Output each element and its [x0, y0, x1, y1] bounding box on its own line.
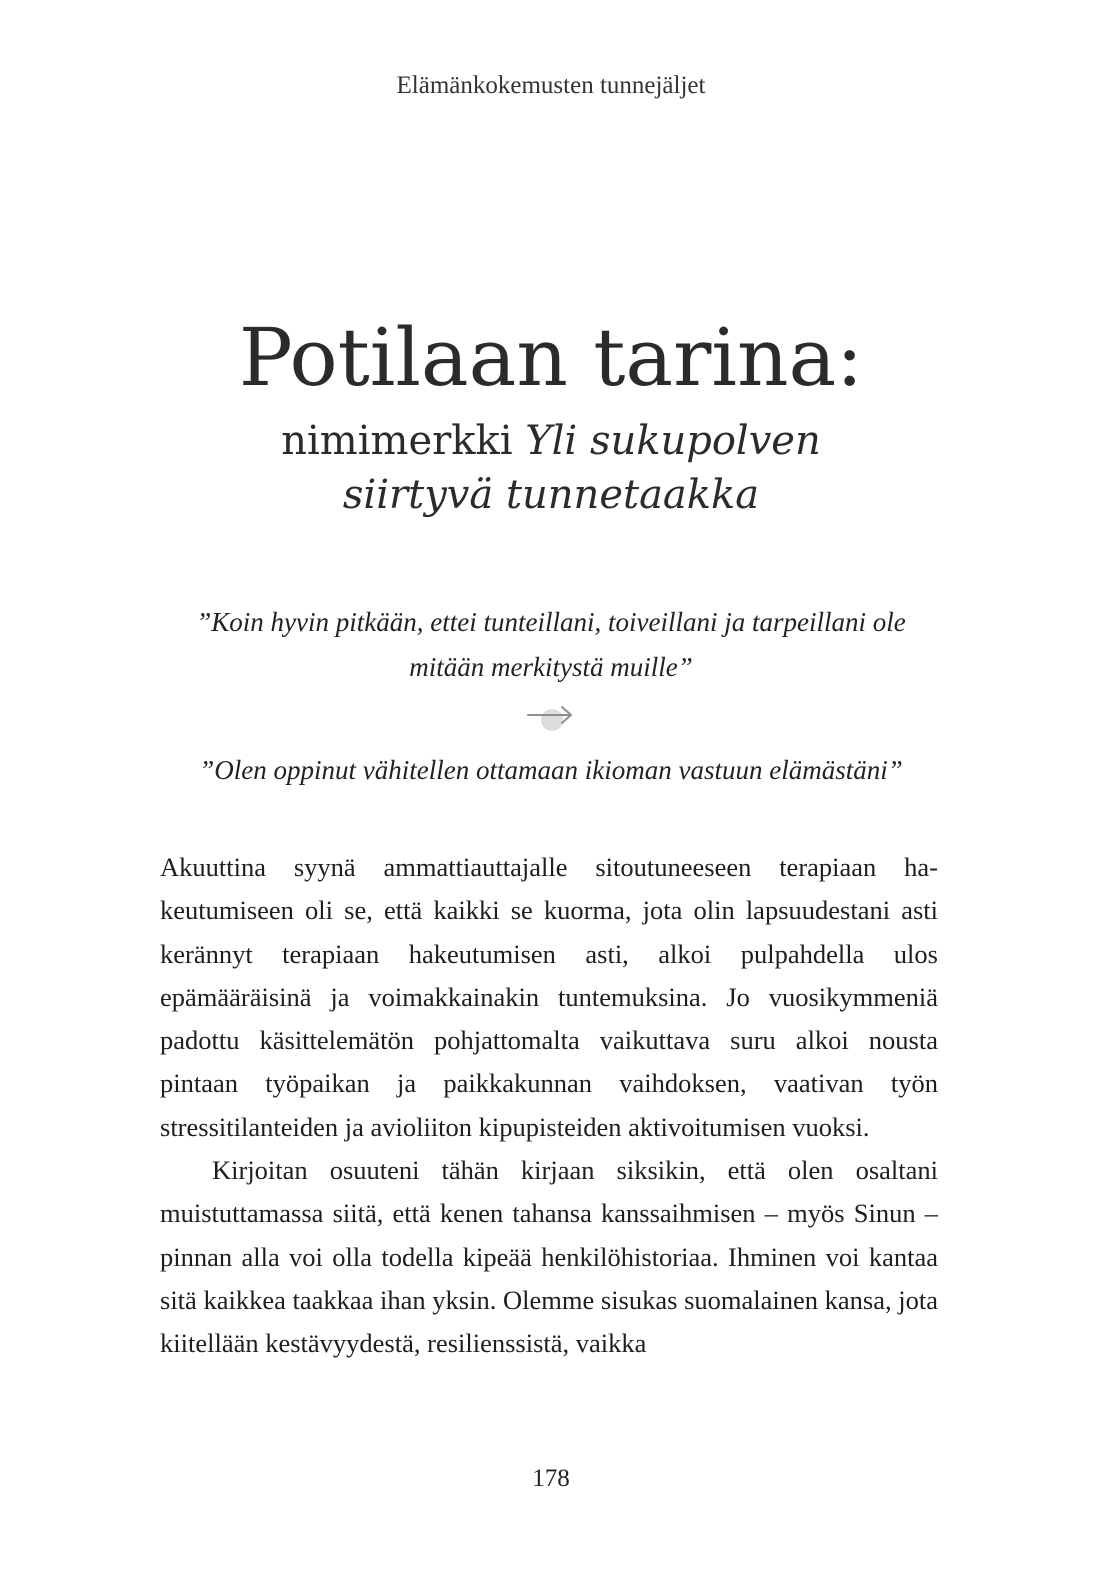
paragraph-1: Akuuttina syynä ammattiauttajalle sitoutuneeseen terapiaan hakeutumiseen oli se, että kaikki se kuorma, jota olin lapsuudestani asti kerännyt terapiaan hakeutumisen asti, alkoi pulpahdella ulos epämääräisinä ja voimakkainakin tuntemuksina. Jo vuosikymmeniä padottu käsittelemätön pohjattomalta vaikuttava suru alkoi nousta pintaan työpaikan ja paikkakunnan vaihdoksen, vaativan työn stressitilanteiden ja avioliiton kipupisteiden aktivoitumisen vuoksi. — [160, 852, 938, 1142]
running-header: Elämänkokemusten tunnejäljet — [396, 72, 706, 99]
subtitle-italic-1: Yli sukupolven — [525, 418, 821, 464]
subtitle-line-2: siirtyvä tunnetaakka — [342, 472, 760, 518]
paragraph-2: Kirjoitan osuuteni tähän kirjaan siksikin, että olen osaltani muistuttamassa siitä, että kenen tahansa kanssaihmisen – myös Sinun – pinnan alla voi olla todella kipeää henkilöhistoriaa. Ihminen voi kantaa sitä kaikkea taakkaa ihan yksin. Olemme sisukas suomalainen kansa, jota kiitellään kestävyydestä, resilienssistä, vaikka — [160, 1155, 938, 1359]
chapter-subtitle — [0, 414, 1102, 522]
subtitle-prefix: nimimerkki — [281, 418, 526, 464]
quote-1-line-1: ”Koin hyvin pitkään, ettei tunteillani, toiveillani ja tarpeillani ole — [196, 607, 906, 637]
subtitle-line-1 — [0, 414, 1102, 468]
chapter-title: Potilaan tarina: — [238, 311, 864, 404]
page-number: 178 — [532, 1465, 570, 1492]
epigraph-quote-1 — [150, 600, 952, 690]
epigraph-quote-2: ”Olen oppinut vähitellen ottamaan ikioman vastuun elämästäni” — [199, 755, 903, 785]
body-text — [160, 846, 938, 1366]
arrow-right-icon — [524, 700, 580, 734]
quote-1-line-2: mitään merkitystä muille” — [409, 652, 693, 682]
